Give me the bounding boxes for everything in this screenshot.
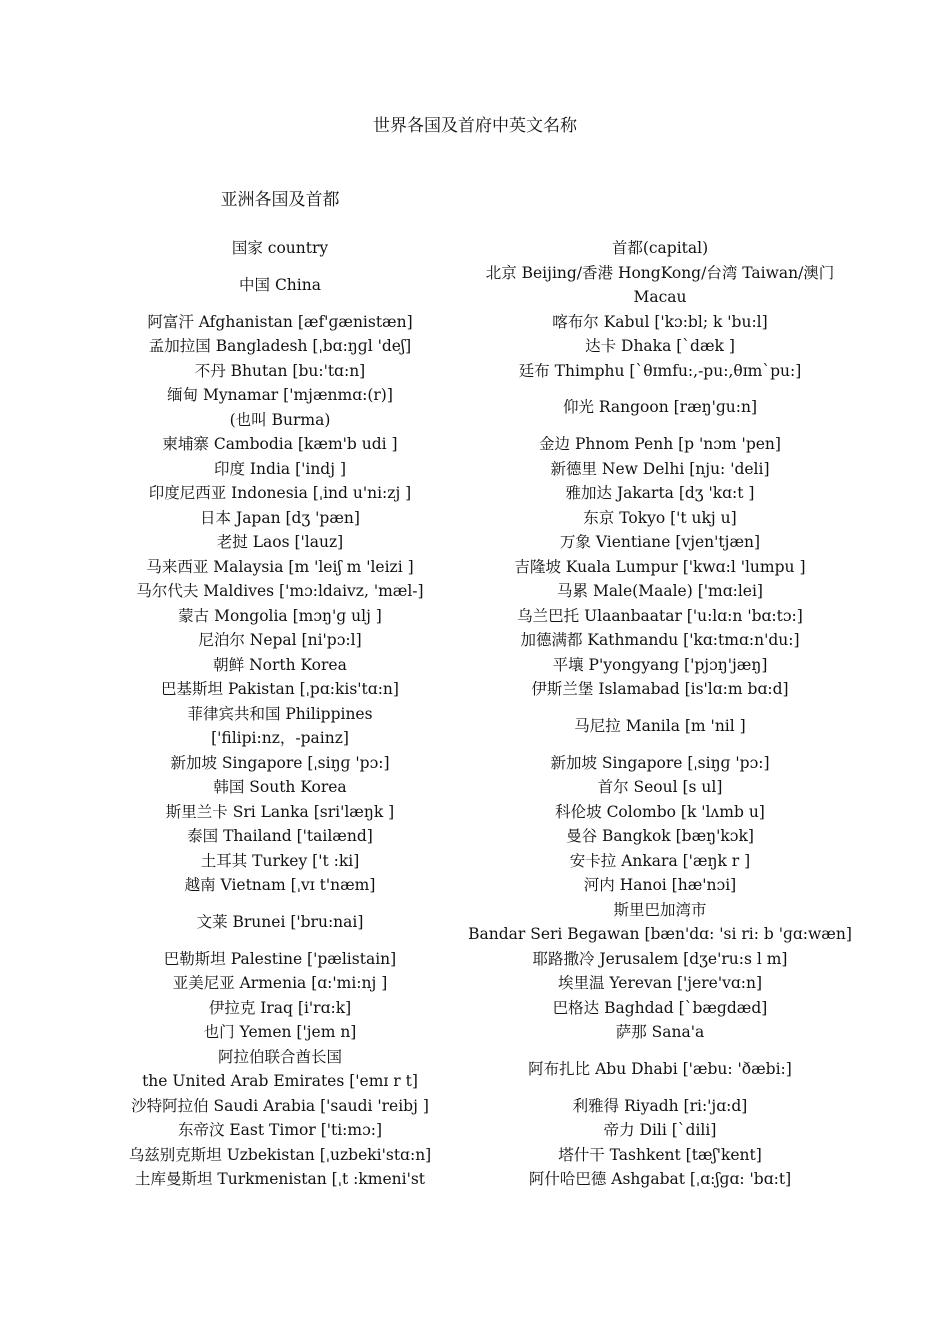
capital-cell-line: 安卡拉 Ankara ['æŋk r ] bbox=[569, 851, 751, 870]
country-cell bbox=[100, 555, 460, 580]
table-row bbox=[100, 604, 860, 629]
country-cell-line: 蒙古 Mongolia [mɔŋ'ɡ ulj ] bbox=[178, 606, 382, 625]
capital-cell bbox=[460, 800, 860, 825]
country-cell-line: 新加坡 Singapore [ˌsiŋɡ 'pɔ:] bbox=[170, 753, 390, 772]
capital-cell-line: 金边 Phnom Penh [p 'nɔm 'pen] bbox=[539, 435, 781, 453]
table-row bbox=[100, 971, 860, 996]
capital-cell bbox=[460, 628, 860, 653]
capital-cell-line: 乌兰巴托 Ulaanbaatar ['u:lɑ:n 'bɑ:tɔ:] bbox=[517, 606, 803, 625]
table-row bbox=[100, 506, 860, 531]
capital-cell bbox=[460, 677, 860, 702]
table-header bbox=[100, 236, 860, 261]
country-cell bbox=[100, 1045, 460, 1094]
country-cell bbox=[100, 1143, 460, 1168]
country-cell-line: 乌兹别克斯坦 Uzbekistan [ˌuzbeki'stɑ:n] bbox=[128, 1145, 432, 1164]
country-cell bbox=[100, 702, 460, 751]
capital-cell bbox=[460, 898, 860, 947]
table-row bbox=[100, 947, 860, 972]
country-cell bbox=[100, 1167, 460, 1192]
capital-cell-line: 万象 Vientiane [vjen'tjæn] bbox=[559, 533, 761, 551]
capital-cell-line: 巴格达 Baghdad [`bæɡdæd] bbox=[552, 998, 768, 1017]
table-row bbox=[100, 579, 860, 604]
capital-cell-line: 帝力 Dili [`dili] bbox=[603, 1121, 717, 1139]
capital-cell bbox=[460, 1057, 860, 1082]
section-title: 亚洲各国及首都 bbox=[220, 190, 340, 210]
capital-cell-line: 廷布 Thimphu [`θɪmfu:,-pu:,θɪm`pu:] bbox=[518, 361, 802, 380]
country-cell bbox=[100, 653, 460, 678]
capital-cell bbox=[460, 432, 860, 457]
country-cell-line: 巴勒斯坦 Palestine ['pælistain] bbox=[163, 949, 397, 968]
country-cell bbox=[100, 824, 460, 849]
country-cell-line: 也门 Yemen ['jem n] bbox=[203, 1023, 357, 1041]
country-cell bbox=[100, 800, 460, 825]
table-row bbox=[100, 775, 860, 800]
country-cell bbox=[100, 947, 460, 972]
country-cell bbox=[100, 751, 460, 776]
capital-cell-line: 科伦坡 Colombo [k 'lʌmb u] bbox=[555, 802, 765, 821]
capital-cell-line: Bandar Seri Begawan [bæn'dɑ: 'si ri: b 'ɡɑ:wæn] bbox=[468, 925, 852, 943]
table-row bbox=[100, 824, 860, 849]
table-row bbox=[100, 530, 860, 555]
country-cell bbox=[100, 383, 460, 432]
capital-cell bbox=[460, 996, 860, 1021]
capital-cell bbox=[460, 1094, 860, 1119]
country-cell bbox=[100, 996, 460, 1021]
table-row bbox=[100, 677, 860, 702]
capital-cell-line: 曼谷 Bangkok [bæŋ'kɔk] bbox=[566, 827, 754, 845]
country-cell bbox=[100, 334, 460, 359]
capital-cell bbox=[460, 775, 860, 800]
country-cell-line: 不丹 Bhutan [bu:'tɑ:n] bbox=[194, 361, 366, 380]
country-cell bbox=[100, 1020, 460, 1045]
document-title: 世界各国及首府中英文名称 bbox=[373, 116, 577, 136]
country-cell bbox=[100, 506, 460, 531]
table-row bbox=[100, 359, 860, 384]
table-row bbox=[100, 1045, 860, 1094]
capital-cell bbox=[460, 395, 860, 420]
country-cell-line: 韩国 South Korea bbox=[213, 778, 347, 796]
country-cell bbox=[100, 971, 460, 996]
capital-cell bbox=[460, 506, 860, 531]
capital-cell-line: 耶路撒冷 Jerusalem [dʒe'ru:s l m] bbox=[532, 949, 788, 968]
capital-cell-line: 斯里巴加湾市 bbox=[613, 900, 707, 919]
country-cell bbox=[100, 604, 460, 629]
table-row bbox=[100, 849, 860, 874]
table-row bbox=[100, 334, 860, 359]
country-cell-line: 土库曼斯坦 Turkmenistan [ˌt :kmeni'st bbox=[134, 1170, 426, 1188]
capital-cell bbox=[460, 261, 860, 310]
table-row bbox=[100, 1094, 860, 1119]
country-cell bbox=[100, 359, 460, 384]
capital-cell bbox=[460, 653, 860, 678]
country-cell bbox=[100, 849, 460, 874]
country-cell-line: 尼泊尔 Nepal [ni'pɔ:l] bbox=[198, 631, 362, 649]
country-cell-line: 斯里兰卡 Sri Lanka [sri'læŋk ] bbox=[165, 802, 395, 821]
capital-cell-line: 雅加达 Jakarta [dʒ 'kɑ:t ] bbox=[565, 484, 755, 502]
capital-cell bbox=[460, 751, 860, 776]
country-cell bbox=[100, 775, 460, 800]
capital-cell-line: 利雅得 Riyadh [ri:'jɑ:d] bbox=[572, 1096, 748, 1115]
table-row bbox=[100, 873, 860, 898]
country-cell-line: 巴基斯坦 Pakistan [ˌpɑ:kis'tɑ:n] bbox=[161, 680, 399, 698]
capital-cell-line: 首尔 Seoul [s ul] bbox=[597, 778, 723, 796]
country-cell-line: 阿富汗 Afghanistan [æf'ɡænistæn] bbox=[147, 312, 413, 331]
country-cell-line: (也叫 Burma) bbox=[229, 410, 331, 429]
country-cell-line: 阿拉伯联合酋长国 bbox=[217, 1047, 342, 1066]
capital-cell-line: 阿布扎比 Abu Dhabi ['æbu: 'ðæbi:] bbox=[528, 1059, 792, 1078]
country-cell-line: the United Arab Emirates ['emɪ r t] bbox=[142, 1072, 418, 1090]
capital-cell bbox=[460, 530, 860, 555]
country-cell-line: 菲律宾共和国 Philippines bbox=[187, 704, 373, 723]
capital-cell bbox=[460, 714, 860, 739]
country-cell-line: 老挝 Laos ['lauz] bbox=[216, 533, 344, 551]
country-cell-line: 泰国 Thailand ['tailænd] bbox=[187, 827, 373, 845]
capital-cell-line: Macau bbox=[633, 288, 687, 306]
table-row bbox=[100, 383, 860, 432]
capital-cell bbox=[460, 1118, 860, 1143]
capital-cell-line: 河内 Hanoi [hæ'nɔi] bbox=[583, 876, 737, 894]
capital-cell-line: 埃里温 Yerevan ['jere'vɑ:n] bbox=[557, 974, 763, 992]
capital-cell bbox=[460, 873, 860, 898]
country-cell bbox=[100, 432, 460, 457]
capital-cell-line: 达卡 Dhaka [`dæk ] bbox=[585, 337, 735, 355]
country-cell bbox=[100, 873, 460, 898]
header-country: 国家 country bbox=[231, 239, 329, 257]
country-cell-line: 土耳其 Turkey ['t :ki] bbox=[200, 851, 360, 870]
country-cell-line: 马来西亚 Malaysia [m 'leiʃ m 'leizi ] bbox=[146, 557, 414, 576]
capital-cell bbox=[460, 947, 860, 972]
table-row bbox=[100, 1020, 860, 1045]
country-cell-line: 东帝汶 East Timor ['ti:mɔ:] bbox=[177, 1121, 383, 1139]
capital-cell-line: 新加坡 Singapore [ˌsiŋɡ 'pɔ:] bbox=[550, 753, 770, 772]
country-cell bbox=[100, 481, 460, 506]
country-cell-line: 沙特阿拉伯 Saudi Arabia ['saudi 'reibj ] bbox=[131, 1096, 429, 1115]
capital-cell bbox=[460, 849, 860, 874]
country-cell-line: 印度尼西亚 Indonesia [ˌind u'ni:zj ] bbox=[148, 484, 412, 502]
table-row bbox=[100, 555, 860, 580]
country-cell bbox=[100, 273, 460, 298]
capital-cell bbox=[460, 1167, 860, 1192]
table-row bbox=[100, 628, 860, 653]
table-row bbox=[100, 481, 860, 506]
country-cell bbox=[100, 579, 460, 604]
table-row bbox=[100, 1167, 860, 1192]
capital-cell bbox=[460, 457, 860, 482]
country-cell bbox=[100, 310, 460, 335]
country-cell-line: 文莱 Brunei ['bru:nai] bbox=[196, 912, 364, 931]
country-cell-line: 马尔代夫 Maldives ['mɔ:ldaivz, 'mæl-] bbox=[136, 582, 424, 600]
capital-cell-line: 加德满都 Kathmandu ['kɑ:tmɑ:n'du:] bbox=[520, 631, 800, 649]
country-cell-line: 越南 Vietnam [ˌvɪ t'næm] bbox=[184, 876, 376, 894]
table-row bbox=[100, 261, 860, 310]
country-cell-line: 印度 India ['indj ] bbox=[213, 459, 347, 478]
country-cell bbox=[100, 628, 460, 653]
table-row bbox=[100, 310, 860, 335]
table-row bbox=[100, 1118, 860, 1143]
country-cell bbox=[100, 677, 460, 702]
capital-cell-line: 阿什哈巴德 Ashgabat [ˌɑ:ʃɡɑ: 'bɑ:t] bbox=[528, 1170, 792, 1188]
capital-cell bbox=[460, 1143, 860, 1168]
capital-cell bbox=[460, 481, 860, 506]
country-cell bbox=[100, 530, 460, 555]
table-row bbox=[100, 898, 860, 947]
capital-cell bbox=[460, 579, 860, 604]
capital-cell bbox=[460, 824, 860, 849]
capital-cell bbox=[460, 310, 860, 335]
capital-cell bbox=[460, 1020, 860, 1045]
header-capital: 首都(capital) bbox=[611, 239, 709, 257]
country-cell-line: 缅甸 Mynamar ['mjænmɑ:(r)] bbox=[167, 386, 393, 404]
country-cell-line: 朝鲜 North Korea bbox=[213, 655, 347, 674]
capital-cell-line: 仰光 Rangoon [ræŋ'ɡu:n] bbox=[562, 398, 758, 417]
country-cell-line: ['filipi:nz，-painz] bbox=[211, 729, 349, 747]
capital-cell-line: 马尼拉 Manila [m 'nil ] bbox=[574, 716, 746, 735]
table-row bbox=[100, 751, 860, 776]
table-row bbox=[100, 432, 860, 457]
table-row bbox=[100, 457, 860, 482]
table-row bbox=[100, 800, 860, 825]
table-row bbox=[100, 996, 860, 1021]
capital-cell bbox=[460, 555, 860, 580]
capital-cell-line: 伊斯兰堡 Islamabad [is'lɑ:m bɑ:d] bbox=[531, 680, 789, 698]
country-cell-line: 柬埔寨 Cambodia [kæm'b udi ] bbox=[162, 435, 398, 453]
country-capital-table bbox=[100, 236, 860, 1192]
capital-cell bbox=[460, 604, 860, 629]
capital-cell-line: 新德里 New Delhi [nju: 'deli] bbox=[550, 459, 770, 478]
country-cell bbox=[100, 457, 460, 482]
capital-cell-line: 北京 Beijing/香港 HongKong/台湾 Taiwan/澳门 bbox=[485, 263, 835, 282]
capital-cell-line: 吉隆坡 Kuala Lumpur ['kwɑ:l 'lumpu ] bbox=[514, 557, 806, 576]
capital-cell bbox=[460, 334, 860, 359]
capital-cell-line: 平壤 P'yongyang ['pjɔŋ'jæŋ] bbox=[552, 655, 768, 674]
capital-cell bbox=[460, 971, 860, 996]
country-cell bbox=[100, 1094, 460, 1119]
capital-cell-line: 东京 Tokyo ['t ukj u] bbox=[583, 508, 737, 527]
country-cell-line: 伊拉克 Iraq [i'rɑ:k] bbox=[208, 998, 352, 1017]
capital-cell-line: 喀布尔 Kabul ['kɔ:bl; k 'bu:l] bbox=[552, 312, 768, 331]
country-cell-line: 日本 Japan [dʒ 'pæn] bbox=[200, 508, 360, 527]
country-cell bbox=[100, 910, 460, 935]
country-cell-line: 孟加拉国 Bangladesh [ˌbɑ:ŋɡl 'deʃ] bbox=[148, 337, 412, 355]
capital-cell-line: 萨那 Sana'a bbox=[615, 1023, 705, 1041]
country-cell bbox=[100, 1118, 460, 1143]
capital-cell-line: 塔什干 Tashkent [tæʃ'kent] bbox=[558, 1145, 762, 1164]
country-cell-line: 亚美尼亚 Armenia [ɑ:'mi:nj ] bbox=[172, 974, 388, 992]
capital-cell-line: 马累 Male(Maale) ['mɑ:lei] bbox=[557, 582, 763, 600]
table-row bbox=[100, 1143, 860, 1168]
table-row bbox=[100, 653, 860, 678]
capital-cell bbox=[460, 359, 860, 384]
table-row bbox=[100, 702, 860, 751]
country-cell-line: 中国 China bbox=[239, 275, 321, 294]
